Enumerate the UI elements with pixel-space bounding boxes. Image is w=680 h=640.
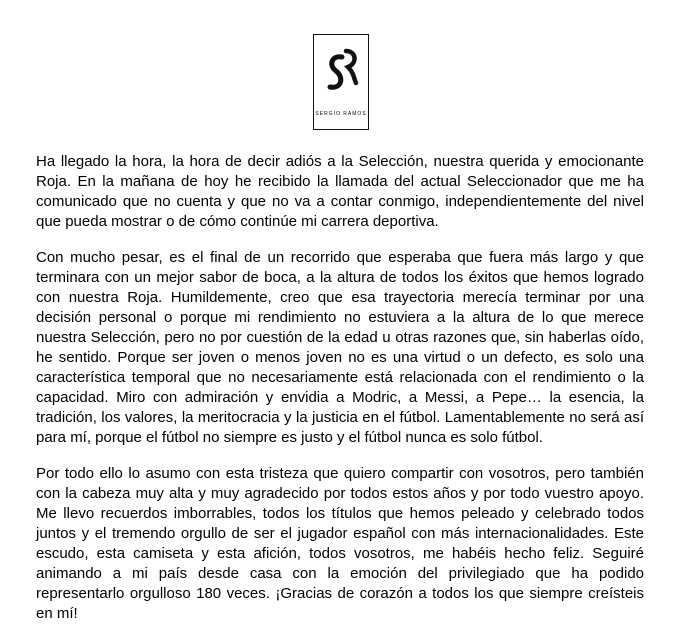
sr-monogram-icon bbox=[320, 43, 362, 103]
letter-body bbox=[36, 152, 644, 640]
letter-paragraph-1: Ha llegado la hora, la hora de decir adiós a la Selección, nuestra querida y emocionante Roja. En la mañana de hoy he recibido la llamada del actual Seleccionador que me ha comunicado que no cuenta y que no va a contar conmigo, independientemente del nivel que pueda mostrar o de cómo continúe mi carrera deportiva. bbox=[36, 153, 644, 230]
brand-text: SERGIO RAMOS bbox=[315, 111, 367, 117]
brand-logo bbox=[313, 34, 369, 130]
letter-paragraph-3: Por todo ello lo asumo con esta tristeza que quiero compartir con vosotros, pero también con la cabeza muy alta y muy agradecido por todos estos años y por todo vuestro apoyo. Me llevo recuerdos imborrables, todos los títulos que hemos peleado y celebrado todos juntos y el tremendo orgullo de ser el jugador español con más internacionalidades. Este escudo, esta camiseta y esta afición, todos vosotros, me habéis hecho feliz. Seguiré animando a mi país desde casa con la emoción del privilegiado que ha podido representarlo orgulloso 180 veces. ¡Gracias de corazón a todos los que siempre creísteis en mí! bbox=[36, 465, 644, 622]
letter-paragraph-2: Con mucho pesar, es el final de un recorrido que esperaba que fuera más largo y que terminara con un mejor sabor de boca, a la altura de todos los éxitos que hemos logrado con nuestra Roja. Humildemente, creo que esa trayectoria merecía terminar por una decisión personal o porque mi rendimiento no estuviera a la altura de lo que merece nuestra Selección, pero no por cuestión de la edad u otras razones que, sin haberlas oído, he sentido. Porque ser joven o menos joven no es una virtud o un defecto, es solo una característica temporal que no necesariamente está relacionada con el rendimiento o la capacidad. Miro con admiración y envidia a Modric, a Messi, a Pepe… la esencia, la tradición, los valores, la meritocracia y la justicia en el fútbol. Lamentablemente no será así para mí, porque el fútbol no siempre es justo y el fútbol nunca es solo fútbol. bbox=[36, 249, 644, 446]
